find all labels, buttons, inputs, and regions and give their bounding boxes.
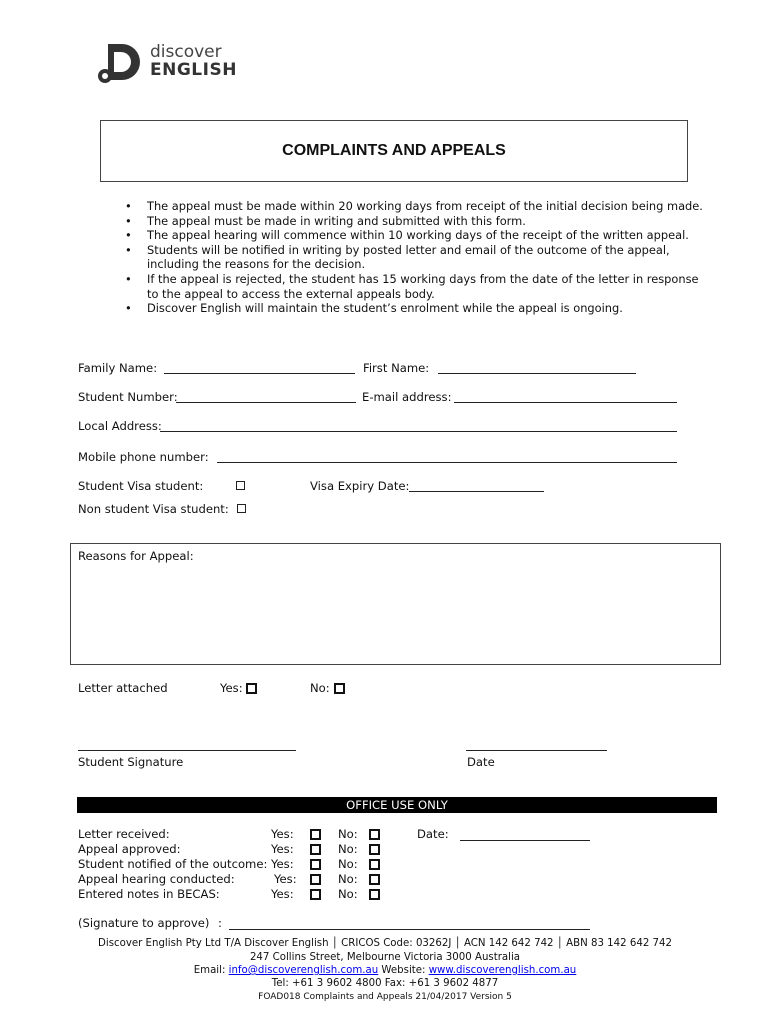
office-row-yes: Yes: — [271, 887, 294, 901]
student-signature-field[interactable] — [78, 750, 296, 751]
office-date-label: Date: — [417, 827, 449, 841]
company-logo — [96, 40, 246, 86]
logo-text-english: ENGLISH — [150, 60, 237, 80]
footer-website-label: Website: — [378, 965, 429, 976]
rules-list — [122, 199, 712, 316]
footer-document-id: FOAD018 Complaints and Appeals 21/04/2017 Version 5 — [258, 992, 512, 1002]
mobile-label: Mobile phone number: — [78, 450, 209, 464]
list-item: • Students will be notified in writing by posted letter and email of the outcome of the appeal, including the reasons for the decision. — [122, 243, 712, 272]
office-use-header: OFFICE USE ONLY — [77, 797, 717, 813]
footer-phone: Tel: +61 3 9602 4800 Fax: +61 3 9602 4877 — [271, 978, 499, 989]
office-row-label: Student notified of the outcome: — [78, 857, 268, 871]
office-row-no: No: — [338, 857, 358, 871]
footer-email-link[interactable]: info@discoverenglish.com.au — [228, 965, 379, 976]
email-label: E-mail address: — [362, 390, 452, 404]
office-row-yes-checkbox[interactable] — [310, 844, 321, 855]
footer-contact — [60, 965, 710, 976]
letter-yes-checkbox[interactable] — [246, 683, 257, 694]
list-item: • The appeal must be made in writing and submitted with this form. — [122, 214, 712, 229]
approve-signature-label: (Signature to approve) — [78, 916, 210, 930]
office-row-yes: Yes: — [274, 872, 297, 886]
footer-website-link[interactable]: www.discoverenglish.com.au — [428, 965, 577, 976]
family-name-label: Family Name: — [78, 361, 158, 375]
office-date-field[interactable] — [460, 840, 590, 841]
office-row-no: No: — [338, 887, 358, 901]
office-row-yes: Yes: — [271, 842, 294, 856]
logo-text-discover: discover — [150, 42, 222, 62]
office-row-yes-checkbox[interactable] — [310, 829, 321, 840]
office-row-no-checkbox[interactable] — [369, 889, 380, 900]
student-signature-label: Student Signature — [78, 755, 184, 769]
reasons-label: Reasons for Appeal: — [78, 549, 194, 563]
letter-attached-label: Letter attached — [78, 681, 168, 695]
approve-signature-field[interactable] — [229, 929, 590, 930]
office-row-no: No: — [338, 872, 358, 886]
logo-mark-icon — [96, 40, 148, 86]
visa-student-label: Student Visa student: — [78, 479, 204, 493]
local-address-field[interactable] — [160, 431, 677, 432]
first-name-label: First Name: — [363, 361, 430, 375]
page-title: COMPLAINTS AND APPEALS — [282, 142, 506, 159]
office-row-yes-checkbox[interactable] — [310, 859, 321, 870]
list-item: • Discover English will maintain the student’s enrolment while the appeal is ongoing. — [122, 301, 712, 316]
footer-email-label: Email: — [193, 965, 229, 976]
letter-no-label: No: — [310, 681, 330, 695]
local-address-label: Local Address: — [78, 419, 162, 433]
office-row-yes: Yes: — [271, 857, 294, 871]
date-label: Date — [467, 755, 495, 769]
office-row-no-checkbox[interactable] — [369, 859, 380, 870]
footer-address: 247 Collins Street, Melbourne Victoria 3000 Australia — [249, 952, 521, 963]
visa-expiry-field[interactable] — [409, 491, 544, 492]
date-field[interactable] — [466, 750, 607, 751]
title-box — [100, 120, 688, 182]
list-item: • The appeal must be made within 20 working days from receipt of the initial decision being made. — [122, 199, 712, 214]
list-item: • The appeal hearing will commence within 10 working days of the receipt of the written appeal. — [122, 228, 712, 243]
letter-no-checkbox[interactable] — [334, 683, 345, 694]
office-row-label: Entered notes in BECAS: — [78, 887, 220, 901]
first-name-field[interactable] — [438, 373, 636, 374]
non-visa-label: Non student Visa student: — [78, 502, 229, 516]
approve-signature-colon: : — [218, 916, 222, 930]
office-row-no: No: — [338, 827, 358, 841]
student-number-label: Student Number: — [78, 390, 178, 404]
office-row-no: No: — [338, 842, 358, 856]
office-row-no-checkbox[interactable] — [369, 874, 380, 885]
office-row-no-checkbox[interactable] — [369, 829, 380, 840]
non-visa-checkbox[interactable] — [237, 504, 246, 513]
reasons-textarea[interactable] — [70, 543, 721, 665]
visa-expiry-label: Visa Expiry Date: — [310, 479, 410, 493]
student-number-field[interactable] — [176, 402, 356, 403]
list-item: • If the appeal is rejected, the student has 15 working days from the date of the letter in response to the appeal to access the external appeals body. — [122, 272, 712, 301]
office-row-label: Appeal hearing conducted: — [78, 872, 235, 886]
office-row-label: Letter received: — [78, 827, 170, 841]
letter-yes-label: Yes: — [220, 681, 243, 695]
office-row-no-checkbox[interactable] — [369, 844, 380, 855]
mobile-field[interactable] — [217, 462, 677, 463]
footer-company: Discover English Pty Ltd T/A Discover English │ CRICOS Code: 03262J │ ACN 142 642 742 │ ABN 83 142 642 742 — [98, 938, 672, 949]
email-field[interactable] — [454, 402, 677, 403]
office-row-label: Appeal approved: — [78, 842, 181, 856]
office-row-yes: Yes: — [271, 827, 294, 841]
office-row-yes-checkbox[interactable] — [310, 874, 321, 885]
family-name-field[interactable] — [164, 373, 355, 374]
visa-student-checkbox[interactable] — [236, 481, 245, 490]
office-row-yes-checkbox[interactable] — [310, 889, 321, 900]
